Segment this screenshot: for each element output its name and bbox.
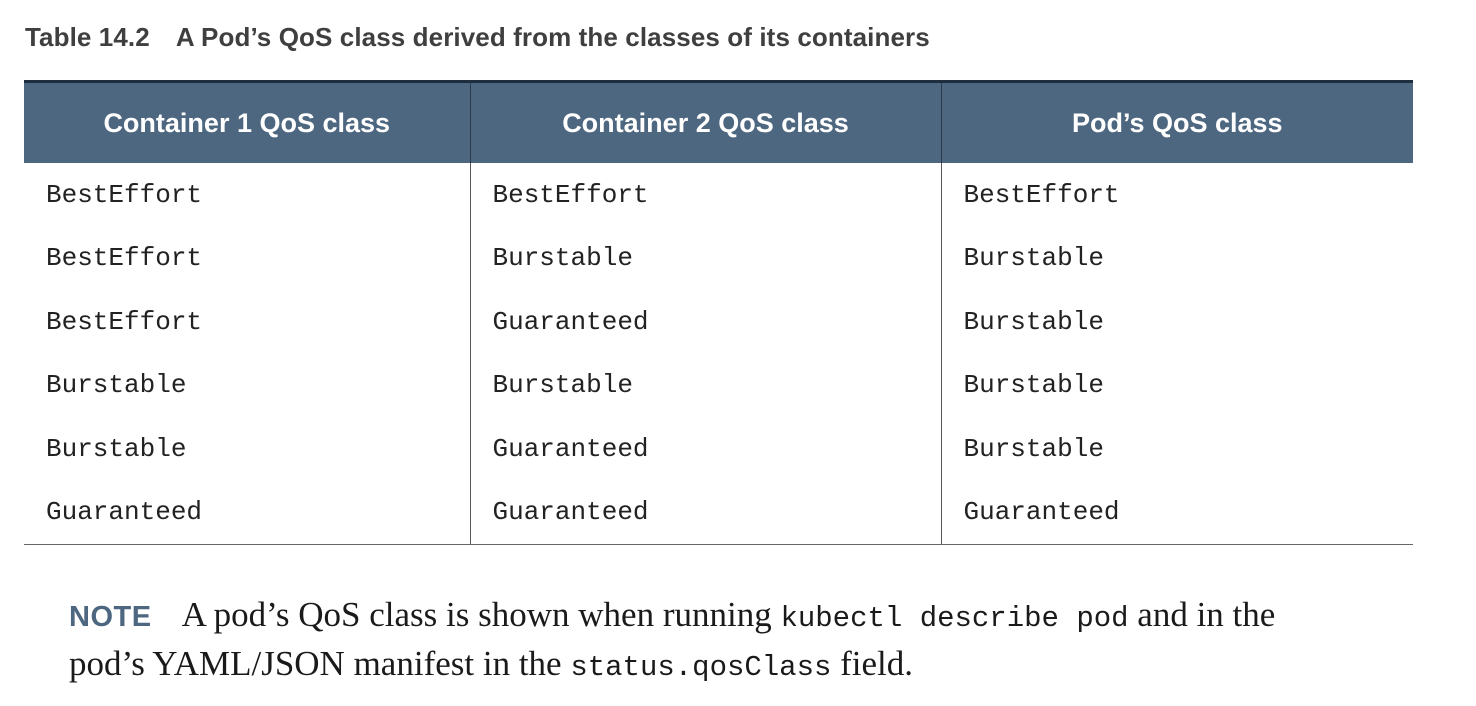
table-cell: Burstable bbox=[941, 417, 1413, 481]
table-cell: Guaranteed bbox=[24, 481, 470, 545]
table-cell: BestEffort bbox=[46, 306, 203, 337]
note-text: A pod’s QoS class is shown when running bbox=[181, 595, 781, 634]
table-row bbox=[24, 290, 1413, 354]
table-cell: Burstable bbox=[941, 227, 1413, 291]
table-cell: Burstable bbox=[941, 290, 1413, 354]
table-row bbox=[24, 354, 1413, 418]
table-cell: Burstable bbox=[470, 227, 941, 291]
table-row bbox=[24, 227, 1413, 291]
column-header: Container 1 QoS class bbox=[24, 82, 470, 164]
note-label: NOTE bbox=[69, 601, 152, 633]
table-cell: Guaranteed bbox=[941, 481, 1413, 545]
table-header-row bbox=[24, 82, 1413, 164]
column-header: Container 2 QoS class bbox=[470, 82, 941, 164]
table-title: A Pod’s QoS class derived from the classes of its containers bbox=[175, 22, 930, 52]
qos-table bbox=[24, 80, 1413, 545]
column-header: Pod’s QoS class bbox=[941, 82, 1413, 164]
note-text: field. bbox=[831, 644, 914, 683]
table-cell: Burstable bbox=[46, 370, 187, 401]
table-number: Table 14.2 bbox=[25, 22, 150, 52]
table-cell: BestEffort bbox=[470, 163, 941, 227]
table-cell: BestEffort bbox=[941, 163, 1413, 227]
table-row bbox=[24, 417, 1413, 481]
table-cell: BestEffort bbox=[46, 179, 203, 210]
table-cell: Burstable bbox=[941, 354, 1413, 418]
table-cell: Burstable bbox=[46, 433, 187, 464]
note-code-field: status.qosClass bbox=[570, 651, 832, 684]
note-paragraph bbox=[69, 592, 1359, 690]
table-cell: Guaranteed bbox=[470, 290, 941, 354]
table-cell: BestEffort bbox=[46, 243, 203, 274]
table-cell: Guaranteed bbox=[470, 417, 941, 481]
table-cell: Guaranteed bbox=[470, 481, 941, 545]
note-text: and in the pod’s YAML/JSON manifest in the bbox=[69, 595, 1276, 683]
table-cell: Burstable bbox=[470, 354, 941, 418]
table-row bbox=[24, 163, 1413, 227]
table-caption bbox=[25, 22, 930, 53]
note-code-command: kubectl describe pod bbox=[780, 602, 1129, 635]
table-row bbox=[24, 481, 1413, 545]
